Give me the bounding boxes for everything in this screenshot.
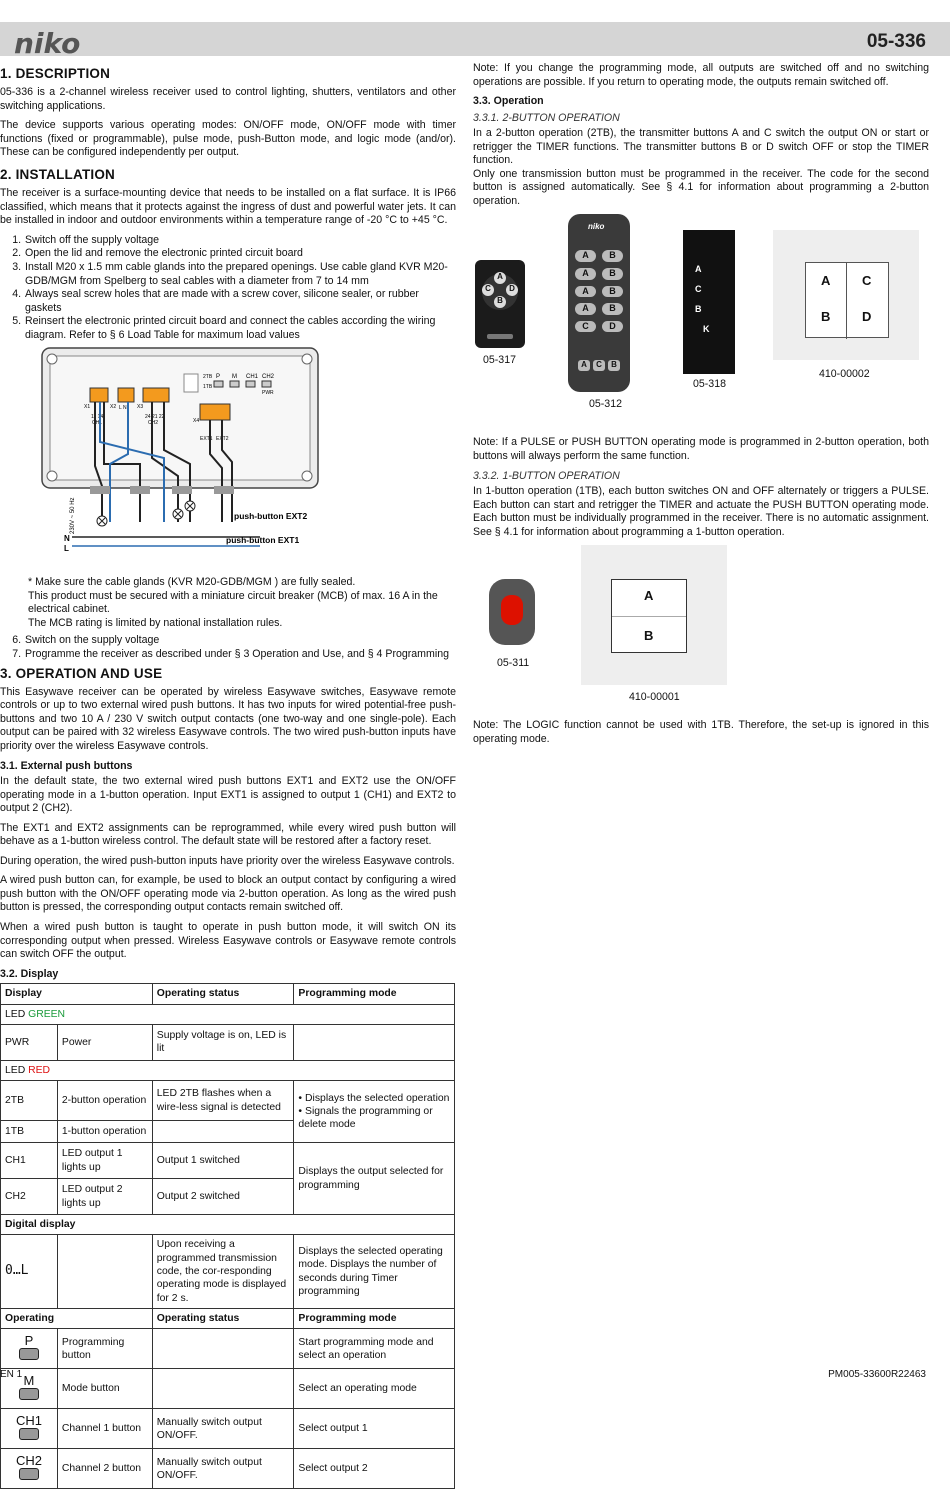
external-paragraph-3: During operation, the wired push-button inputs have priority over the wireless Easywave controls. <box>0 854 455 867</box>
m-button-label: M <box>23 1372 35 1388</box>
header-operating: Operating <box>1 1309 153 1329</box>
button-b: B <box>602 268 623 280</box>
pwr-status-cell: Supply voltage is on, LED is lit <box>152 1024 294 1060</box>
c1-status-cell: Manually switch output ON/OFF. <box>152 1409 294 1449</box>
pwr-cell: PWR <box>1 1024 58 1060</box>
p-button-label: P <box>216 374 221 381</box>
power-cell: Power <box>57 1024 152 1060</box>
button-d: D <box>506 284 518 296</box>
niko-logo: niko <box>14 27 81 60</box>
label-410-00001: 410-00001 <box>629 691 680 704</box>
note-line: * Make sure the cable glands (KVR M20-GDB/MGM ) are fully sealed. <box>28 576 356 589</box>
installation-step: 6. Switch on the supply voltage <box>24 634 456 648</box>
button-d: D <box>862 309 872 325</box>
digit-glyph: 0…L <box>5 1263 29 1279</box>
p-status-cell <box>152 1329 294 1369</box>
note-pulse-push: Note: If a PULSE or PUSH BUTTON operating mode is programmed in 2-button operation, both buttons will always perform the same function. <box>473 436 929 463</box>
2tb-label: 2TB <box>203 374 213 381</box>
section-operation-title: 3. OPERATION AND USE <box>0 665 163 681</box>
pwr-label: PWR <box>262 390 274 397</box>
installation-steps <box>24 234 456 342</box>
m-button-icon <box>19 1388 39 1400</box>
button-c: C <box>593 360 605 370</box>
button-a: A <box>575 286 596 298</box>
led-red-row <box>1 1060 455 1080</box>
x1-label: X1 <box>84 404 91 411</box>
ext1-terminal-label: EXT1 <box>200 436 213 443</box>
ch2-button-label: CH2 <box>15 1452 42 1468</box>
external-paragraph-2: The EXT1 and EXT2 assignments can be reprogrammed, while every wired push button will behave as a 1-button wireless control. The default state will be restored after a factory reset. <box>0 821 456 848</box>
button-b: B <box>695 304 702 315</box>
button-a: A <box>821 273 831 289</box>
ch1-terminal-numbers: 11 14 <box>91 414 104 421</box>
button-a: A <box>695 264 702 275</box>
document-number: 05-336 <box>866 31 926 52</box>
digital-prog-cell: Displays the selected operating mode. Displays the number of seconds during Timer programming <box>294 1235 455 1309</box>
ch-prog-cell: Displays the output selected for programming <box>294 1143 455 1215</box>
1tb-cell: 1TB <box>1 1121 58 1143</box>
external-paragraph-5: When a wired push button is taught to operate in push button mode, it will switch ON its corresponding output when pressed. Wireless Easywave controls or Easywave remote controls can switch OFF the output. <box>0 921 456 961</box>
2-button-title: 3.3.1. 2-BUTTON OPERATION <box>473 111 620 124</box>
supply-label: 230V ~ 50 Hz <box>70 497 76 535</box>
ch1-status-cell: Output 1 switched <box>152 1143 294 1179</box>
pwr-prog-cell <box>294 1024 455 1060</box>
installation-step: 1. Switch off the supply voltage <box>24 234 456 248</box>
button-b: B <box>608 360 620 370</box>
1tb-label: 1TB <box>203 384 213 391</box>
button-b: B <box>602 250 623 262</box>
1tb-status-cell <box>152 1121 294 1143</box>
installation-steps-continued <box>24 634 456 661</box>
ch2-button-label: CH2 <box>262 374 275 381</box>
digital-status-cell: Upon receiving a programmed transmission code, the cor-responding operating mode is displayed for 2 s. <box>152 1235 294 1309</box>
note-line: This product must be secured with a miniature circuit breaker (MCB) of max. 16 A in the electrical cabinet. <box>28 589 438 616</box>
c2-desc-cell: Channel 2 button <box>57 1449 152 1489</box>
left-column <box>0 62 456 1489</box>
button-a: A <box>575 303 596 315</box>
button-a: A <box>644 588 654 604</box>
brand-mark: niko <box>588 222 605 232</box>
switch-410-00001-image <box>581 545 727 685</box>
switch-410-00002-image <box>773 230 919 360</box>
installation-step: 4. Always seal screw holes that are made with a screw cover, silicone sealer, or rubber gaskets <box>24 288 456 315</box>
ch2-button-cell <box>1 1449 58 1489</box>
2tb-desc-cell: 2-button operation <box>57 1081 152 1121</box>
note-logic: Note: The LOGIC function cannot be used with 1TB. Therefore, the set-up is ignored in this operating mode. <box>473 719 929 745</box>
button-b: B <box>602 286 623 298</box>
operation-title: 3.3. Operation <box>473 95 544 108</box>
products-2tb <box>473 214 929 428</box>
button-c: C <box>482 284 494 296</box>
description-paragraph-1: 05-336 is a 2-channel wireless receiver used to control lighting, shutters, ventilators and other switching applications. <box>0 86 456 112</box>
1-button-paragraph: In 1-button operation (1TB), each button switches ON and OFF alternately or triggers a PULSE. Each button can start and retrigger the TIMER and actuate the PUSH BUTTON operating mode. Each button must be individually programmed in the receiver. There is no automatic assignment. See § 4.1 for information about programming a 1-button operation. <box>473 485 929 538</box>
m-desc-cell: Mode button <box>57 1369 152 1409</box>
ch2-cell: CH2 <box>1 1179 58 1215</box>
section-description-title: 1. DESCRIPTION <box>0 66 111 81</box>
remote-05-318-image <box>683 230 735 374</box>
note-programming-mode: Note: If you change the programming mode, all outputs are switched off and no switching operations are possible. If you return to operating mode, the outputs remain switched off. <box>473 62 929 88</box>
operation-paragraph: This Easywave receiver can be operated by wireless Easywave switches, Easywave remote controls or up to two external wired push buttons. It has two inputs for wired potential-free push-buttons and two 10 A / 230 V switch output contacts (one two-way and one single-pole). Each output can be paired with 32 wireless Easywave controls. The two wired push-button inputs have priority over the wireless Easywave controls. <box>0 685 456 753</box>
button-c: C <box>695 284 702 295</box>
p-prog-cell: Start programming mode and select an operation <box>294 1329 455 1369</box>
button-c: C <box>575 321 596 333</box>
installation-step: 2. Open the lid and remove the electronic printed circuit board <box>24 247 456 261</box>
digit-glyph-cell <box>1 1235 58 1309</box>
p-button-icon <box>19 1348 39 1360</box>
button-a: A <box>575 268 596 280</box>
display-table <box>0 983 455 1489</box>
x2-label: X2 <box>110 404 117 411</box>
button-a: A <box>578 360 590 370</box>
external-push-buttons-title: 3.1. External push buttons <box>0 759 133 772</box>
m-button-label: M <box>232 374 237 381</box>
header-operating-status-2: Operating status <box>152 1309 294 1329</box>
led-prefix: LED <box>5 1008 29 1020</box>
tb-prog-cell <box>294 1081 455 1143</box>
c2-status-cell: Manually switch output ON/OFF. <box>152 1449 294 1489</box>
p-button-label: P <box>24 1332 34 1348</box>
ch2-button-icon <box>19 1468 39 1480</box>
button-c: C <box>862 273 872 289</box>
tb-prog-item: • Displays the selected operation <box>298 1092 450 1105</box>
2tb-status-cell: LED 2TB flashes when a wire-less signal is detected <box>152 1081 294 1121</box>
ch1-button-cell <box>1 1409 58 1449</box>
installation-step: 5. Reinsert the electronic printed circuit board and connect the cables according the wiring diagram. Refer to § 6 Load Table for maximum load values <box>24 315 456 342</box>
note-line: The MCB rating is limited by national installation rules. <box>28 616 283 629</box>
x4-label: X4 <box>193 418 200 425</box>
installation-step: 3. Install M20 x 1.5 mm cable glands into the prepared openings. Use cable gland KVR M20-GDB/MGM from Spelberg to seal cables with a diameter from 7 to 14 mm <box>24 261 456 288</box>
installation-paragraph: The receiver is a surface-mounting device that needs to be installed on a flat surface. It is IP66 classified, which means that it protects against the ingress of dust and powerful water jets. It can be installed in indoor and outdoor environments within a temperature range of -20 °C to +45 °C. <box>0 187 456 227</box>
header-programming-mode: Programming mode <box>294 984 455 1004</box>
button-a: A <box>494 272 506 284</box>
button-a: A <box>575 250 596 262</box>
remote-05-311-image <box>489 579 535 645</box>
description-paragraph-2: The device supports various operating modes: ON/OFF mode, ON/OFF mode with timer functions (fixed or programmable), pulse mode, push-Button mode, and logic mode (and/or). These can be configured independently per output. <box>0 119 456 159</box>
section-installation-title: 2. INSTALLATION <box>0 167 115 182</box>
2-button-paragraph-2: Only one transmission button must be programmed in the receiver. The code for the second button is assigned automatically. See § 4.1 for information about programming a 2-button operation. <box>473 167 929 207</box>
label-05-312: 05-312 <box>589 398 622 411</box>
installation-notes <box>28 576 456 630</box>
ch2-terminal-label: CH2 <box>148 420 159 427</box>
ln-terminal-label: L N <box>119 405 127 412</box>
header-display: Display <box>1 984 153 1004</box>
x3-label: X3 <box>137 404 144 411</box>
ext2-terminal-label: EXT2 <box>216 436 229 443</box>
1tb-desc-cell: 1-button operation <box>57 1121 152 1143</box>
neutral-label: N <box>64 534 70 544</box>
ch1-button-label: CH1 <box>246 374 259 381</box>
ch1-button-icon <box>19 1428 39 1440</box>
remote-05-312-image <box>568 214 630 392</box>
tb-prog-item: • Signals the programming or delete mode <box>298 1105 450 1132</box>
button-d: D <box>602 321 623 333</box>
c2-prog-cell: Select output 2 <box>294 1449 455 1489</box>
button-b: B <box>821 309 831 325</box>
ch1-desc-cell: LED output 1 lights up <box>57 1143 152 1179</box>
2-button-paragraph-1: In a 2-button operation (2TB), the transmitter buttons A and C switch the output ON or start or retrigger the TIMER functions. The transmitter buttons B or D switch OFF or stop the TIMER function. <box>473 127 929 167</box>
live-label: L <box>64 544 69 554</box>
footer-document-code: PM005-33600R22463 <box>828 1369 926 1380</box>
digital-display-row: Digital display <box>1 1215 455 1235</box>
push-button-ext1-label: push-button EXT1 <box>226 535 300 546</box>
external-paragraph-4: A wired push button can, for example, be used to block an output contact by configuring a wired push button with the ON/OFF operating mode via 2-button operation. As long as the wired push button is pressed, the corresponding output contacts remain switched off. <box>0 874 456 914</box>
c1-desc-cell: Channel 1 button <box>57 1409 152 1449</box>
ch1-button-label: CH1 <box>15 1412 42 1428</box>
header-programming-mode-2: Programming mode <box>294 1309 455 1329</box>
label-05-311: 05-311 <box>497 657 530 670</box>
led-green-row <box>1 1004 455 1024</box>
remote-05-317-image <box>475 260 525 348</box>
display-title: 3.2. Display <box>0 967 59 980</box>
button-k: K <box>703 324 710 335</box>
push-button-ext2-label: push-button EXT2 <box>234 511 308 522</box>
header-operating-status: Operating status <box>152 984 294 1004</box>
button-b: B <box>644 628 654 644</box>
ch2-terminal-numbers: 24 21 22 <box>145 414 165 421</box>
installation-step: 7. Programme the receiver as described under § 3 Operation and Use, and § 4 Programming <box>24 648 456 662</box>
ch2-status-cell: Output 2 switched <box>152 1179 294 1215</box>
wiring-diagram <box>0 346 456 574</box>
header-bar <box>0 22 950 56</box>
1-button-title: 3.3.2. 1-BUTTON OPERATION <box>473 469 620 482</box>
led-prefix: LED <box>5 1064 29 1076</box>
button-b: B <box>494 296 506 308</box>
label-05-317: 05-317 <box>483 354 516 367</box>
red-label: RED <box>28 1064 51 1076</box>
ch1-cell: CH1 <box>1 1143 58 1179</box>
digital-desc-cell <box>57 1235 152 1309</box>
c1-prog-cell: Select output 1 <box>294 1409 455 1449</box>
wiring-diagram-svg <box>0 346 456 574</box>
external-paragraph-1: In the default state, the two external wired push buttons EXT1 and EXT2 use the ON/OFF operating mode in a 1-button operation. Input EXT1 is assigned to output 1 (CH1) and EXT2 to output 2 (CH2). <box>0 775 456 815</box>
p-desc-cell: Programming button <box>57 1329 152 1369</box>
2tb-cell: 2TB <box>1 1081 58 1121</box>
green-label: GREEN <box>28 1008 66 1020</box>
label-410-00002: 410-00002 <box>819 368 870 381</box>
products-1tb <box>473 545 929 711</box>
right-column <box>473 62 929 752</box>
button-b: B <box>602 303 623 315</box>
m-prog-cell: Select an operating mode <box>294 1369 455 1409</box>
ch1-terminal-label: CH1 <box>92 420 103 427</box>
p-button-cell <box>1 1329 58 1369</box>
footer-language-page: EN 1 <box>0 1369 23 1380</box>
label-05-318: 05-318 <box>693 378 726 391</box>
m-status-cell <box>152 1369 294 1409</box>
ch2-desc-cell: LED output 2 lights up <box>57 1179 152 1215</box>
